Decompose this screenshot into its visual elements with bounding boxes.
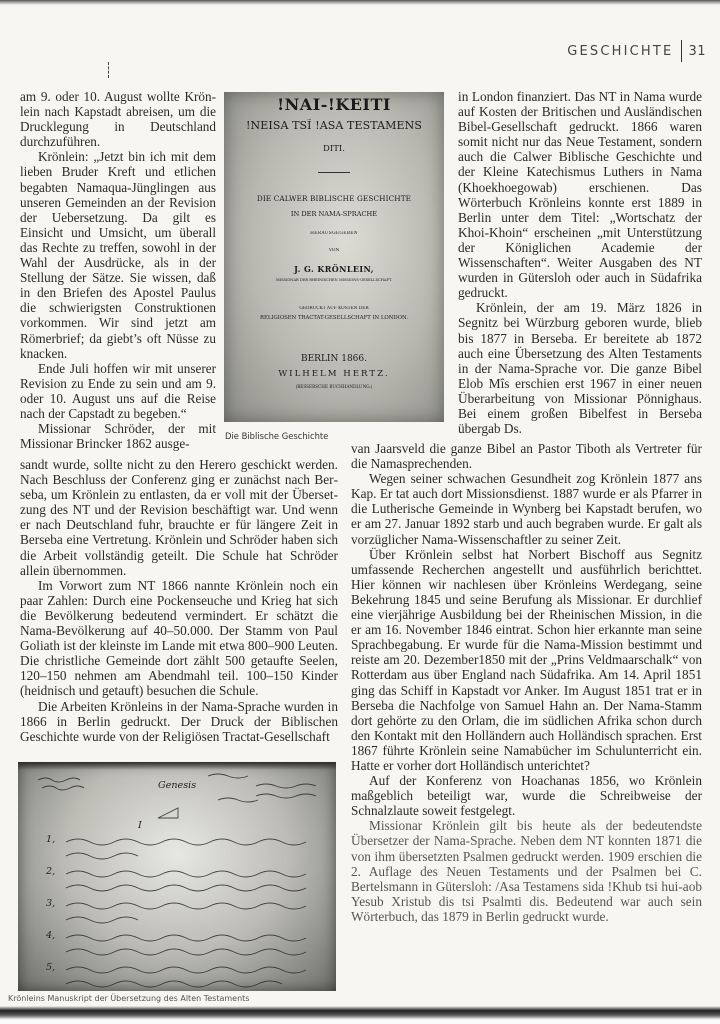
cover-author-role: MISSIONAR DER RHEINISCHEN MISSIONS-GESELLSCHAFT. xyxy=(275,278,393,282)
cover-bookshop: (BESSERSCHE BUCHHANDLUNG.) xyxy=(295,384,373,389)
text-column-b xyxy=(20,457,338,744)
paragraph: Krönlein, der am 19. März 1826 in Segnitz bei Würzburg geboren wurde, blieb bis 1877 in Berseba. Er bereitete ab 1872 auch eine Übersetzung des Alten Testaments in der Nama-Sprache vor. Die ganze Bibel Elob Mîs erschien erst 1967 in einer neuen Überarbeitung von Missionar Pönnighaus. Bei einem großen Bibelfest in Berseba übergab Ds. xyxy=(458,300,702,437)
cover-place-year: BERLIN 1866. xyxy=(301,354,367,364)
cover-language: IN DER NAMA-SPRACHE xyxy=(290,210,378,218)
paragraph: Wegen seiner schwachen Gesundheit zog Krönlein 1877 ans Kap. Er tat auch dort Missionsdienst. 1887 wurde er als Pfarrer in die Lutherische Gemeinde in Wynberg bei Kapstadt berufen, wo er am 27. Januar 1892 starb und auch begraben wurde. Er galt als vorzüglicher Nama-Wissenschaftler zu seiner Zeit. xyxy=(351,471,702,547)
manuscript-verse-number: 4, xyxy=(46,930,56,941)
manuscript-verse-number: 2, xyxy=(46,866,56,877)
handwriting-stroke xyxy=(208,774,248,778)
paragraph: Die Arbeiten Krönleins in der Nama-Sprache wurden in 1866 in Berlin gedruckt. Der Druck der Biblischen Geschichte wurde von der Religiösen Tractat-Gesellschaft xyxy=(20,698,338,744)
manuscript-verse-number: 5, xyxy=(46,962,56,973)
cover-publisher: WILHELM HERTZ. xyxy=(278,369,390,379)
cover-edited: HERAUSGEGEBEN xyxy=(310,231,358,236)
cover-society: RELIGIÖSEN TRACTAT-GESELLSCHAFT IN LONDON. xyxy=(260,315,408,321)
cover-printed: GEDRUCKT AUF KOSTEN DER xyxy=(299,306,369,311)
manuscript-verse-number: 3, xyxy=(46,898,56,909)
handwriting-stroke xyxy=(38,778,80,782)
handwriting-stroke xyxy=(66,839,306,845)
handwriting-stroke xyxy=(158,808,178,818)
handwriting-stroke xyxy=(256,794,316,798)
handwriting-stroke xyxy=(66,853,138,859)
manuscript-genesis: Genesis xyxy=(158,780,197,791)
handwriting-stroke xyxy=(66,981,282,987)
handwriting-stroke xyxy=(66,935,306,941)
handwriting-stroke xyxy=(66,885,306,891)
running-header xyxy=(567,40,706,62)
paragraph: van Jaarsveld die ganze Bibel an Pastor Tiboth als Vertreter für die Namasprechenden. xyxy=(351,441,702,472)
cover-title: !NAI-!KEITI xyxy=(277,95,391,114)
handwriting-stroke xyxy=(66,917,138,923)
handwriting-stroke xyxy=(66,903,306,909)
page-number: 31 xyxy=(688,43,706,59)
cover-subtitle: !NEISA TSĨ !ASA TESTAMENS xyxy=(246,119,422,132)
paragraph: Missionar Krönlein gilt bis heute als der bedeutendste Übersetzer der Nama-Sprache. Neben dem NT konnten 1871 die von ihm übersetzten Psalmen gedruckt werden. 1909 erschien die 2. Auflage des Neuen Testaments und der Psalmen bei C. Bertelsmann in Gütersloh: /Asa Testamens sida !Khub tsi hui-aob Yesub Xristub dis tsi Psalmti dis. Bedeutend war auch sein Wörterbuch, das 1879 in Berlin gedruckt wurde. xyxy=(351,818,702,924)
handwriting-stroke xyxy=(218,798,258,802)
figure-caption-manuscript: Krönleins Manuskript der Übersetzung des Alten Testaments xyxy=(8,994,253,1004)
cover-rule xyxy=(318,172,350,173)
handwriting-stroke xyxy=(66,871,306,877)
section-title: GESCHICHTE xyxy=(567,43,674,59)
header-divider xyxy=(681,40,682,62)
handwriting-stroke xyxy=(256,784,316,788)
page-top-shadow xyxy=(0,0,720,5)
manuscript-handwriting xyxy=(18,762,336,991)
cover-by: VON xyxy=(328,248,340,253)
handwriting-stroke xyxy=(66,967,306,973)
paragraph: sandt wurde, sollte nicht zu den Herero geschickt werden. Nach Beschluss der Conferenz ging er zunächst nach Berseba, um Krönlein zu entlasten, da er voll mit der Übersetzung des NT und der Revision beschäftigt war. Und wenn er nach Deutschland fuhr, brauchte er für längere Zeit in Berseba eine Vertretung. Krönlein und Schröder haben sich die Arbeit vollständig geteilt. Die Schule hat Schröder allein übernommen. xyxy=(20,457,338,578)
paragraph: Über Krönlein selbst hat Norbert Bischoff aus Segnitz umfassende Recherchen angestellt und ausführlich berichttet. Hier können wir nachlesen über Krönleins Werdegang, seine Bekehrung 1845 und seine Berufung als Missionar. Er durchlief eine vierjährige Ausbildung bei der Rheinischen Mission, in die er am 16. November 1846 eintrat. Schon hier erkannte man seine Sprachbegabung. Er wurde für die Nama-Mission bestimmt und reiste am 20. Dezember1850 mit der „Prins Veldmaarschalk“ von Rotterdam aus über England nach Südafrika. Am 14. April 1851 ging das Schiff in Kapstadt vor Anker. Im August 1851 trat er in Berseba die Nachfolge von Samuel Hahn an. Der Nama-Stamm dort gehörte zu den Orlam, die im südlichen Afrika schon durch den Kontakt mit den Holländern auch Holländisch sprachen. Erst 1867 führte Krönlein seine Namabücher im Schulunterricht ein. Hatte er vorher dort Holländisch unterichtet? xyxy=(351,546,702,773)
handwriting-stroke xyxy=(66,949,306,955)
cover-author: J. G. KRÖNLEIN, xyxy=(294,264,374,274)
text-column-c xyxy=(458,89,702,436)
figure-manuscript xyxy=(18,762,336,991)
paragraph: Ende Juli hoffen wir mit unserer Revision zu Ende zu sein und am 9. oder 10. August uns auf die Reise nach der Capstadt zu begeben.“ xyxy=(20,360,216,421)
text-column-d xyxy=(351,441,702,924)
paragraph: am 9. oder 10. August wollte Krönlein nach Kapstadt abreisen, um die Drucklegung in Deutschland durchzuführen. xyxy=(20,89,216,150)
manuscript-verse-number: 1, xyxy=(46,834,56,845)
cover-heading: DIE CALWER BIBLISCHE GESCHICHTE xyxy=(256,194,412,203)
paragraph: Missionar Schröder, der mit Missionar Brincker 1862 ausge- xyxy=(20,421,216,452)
print-mark xyxy=(108,62,111,78)
paragraph: Im Vorwort zum NT 1866 nannte Krönlein noch ein paar Zahlen: Durch eine Pockenseuche und Krieg hat sich die Bevölkerung bedeutend vermindert. Er schätzt die Nama-Bevölkerung auf 40–50.000. Der Stamm von Paul Goliath ist der kleinste im Lande mit etwa 800–900 Leuten. Die christliche Gemeinde dort zählt 500 getaufte Seelen, 120–150 nehmen am Abendmahl teil. 100–150 Kinder (heidnisch und getauft) besuchen die Schule. xyxy=(20,577,338,699)
paragraph: Krönlein: „Jetzt bin ich mit dem lieben Bruder Kreft und etlichen begabten Namaqua-Jünglingen aus unseren Gemeinden an der Revision der Uebersetzung. Da gilt es Einsicht und Umsicht, um überall das Rechte zu treffen, sowohl in der Wahl der Ausdrücke, als in der Stellung der Sätze. Sie wissen, daß in den Briefen des Apostel Paulus die schwierigsten Construktionen vorkommen. Wir sind jetzt am Römerbrief; da giebt’s oft Nüsse zu knacken. xyxy=(20,149,216,361)
manuscript-chapter: I xyxy=(138,820,142,831)
figure-book-cover xyxy=(224,92,444,422)
cover-diti: DITI. xyxy=(323,144,345,154)
handwriting-stroke xyxy=(42,786,84,790)
text-column-a xyxy=(20,89,216,451)
paragraph: Auf der Konferenz von Hoachanas 1856, wo Krönlein maßgeblich beteiligt war, wurde die Schreibweise der Schnalzlaute soweit festgelegt. xyxy=(351,773,702,819)
figure-caption-cover: Die Biblische Geschichte xyxy=(225,431,329,441)
page-bottom-edge xyxy=(0,1006,720,1024)
paragraph: in London finanziert. Das NT in Nama wurde auf Kosten der Britischen und Ausländischen Bibel-Gesellschaft gedruckt. 1866 waren somit nicht nur das Neue Testament, sondern auch die Calwer Biblische Geschichte und der Kleine Katechismus Luthers in Nama (Khoekhoegowab) erschienen. Das Wörterbuch Krönleins konnte erst 1889 in Berlin unter dem Titel: „Wortschatz der Khoi-Khoin“ erscheinen „mit Unterstützung der Königlichen Academie der Wissenschaften“. Weiter Ausgaben des NT wurden in Gütersloh oder auch in Südafrika gedruckt. xyxy=(458,89,702,301)
